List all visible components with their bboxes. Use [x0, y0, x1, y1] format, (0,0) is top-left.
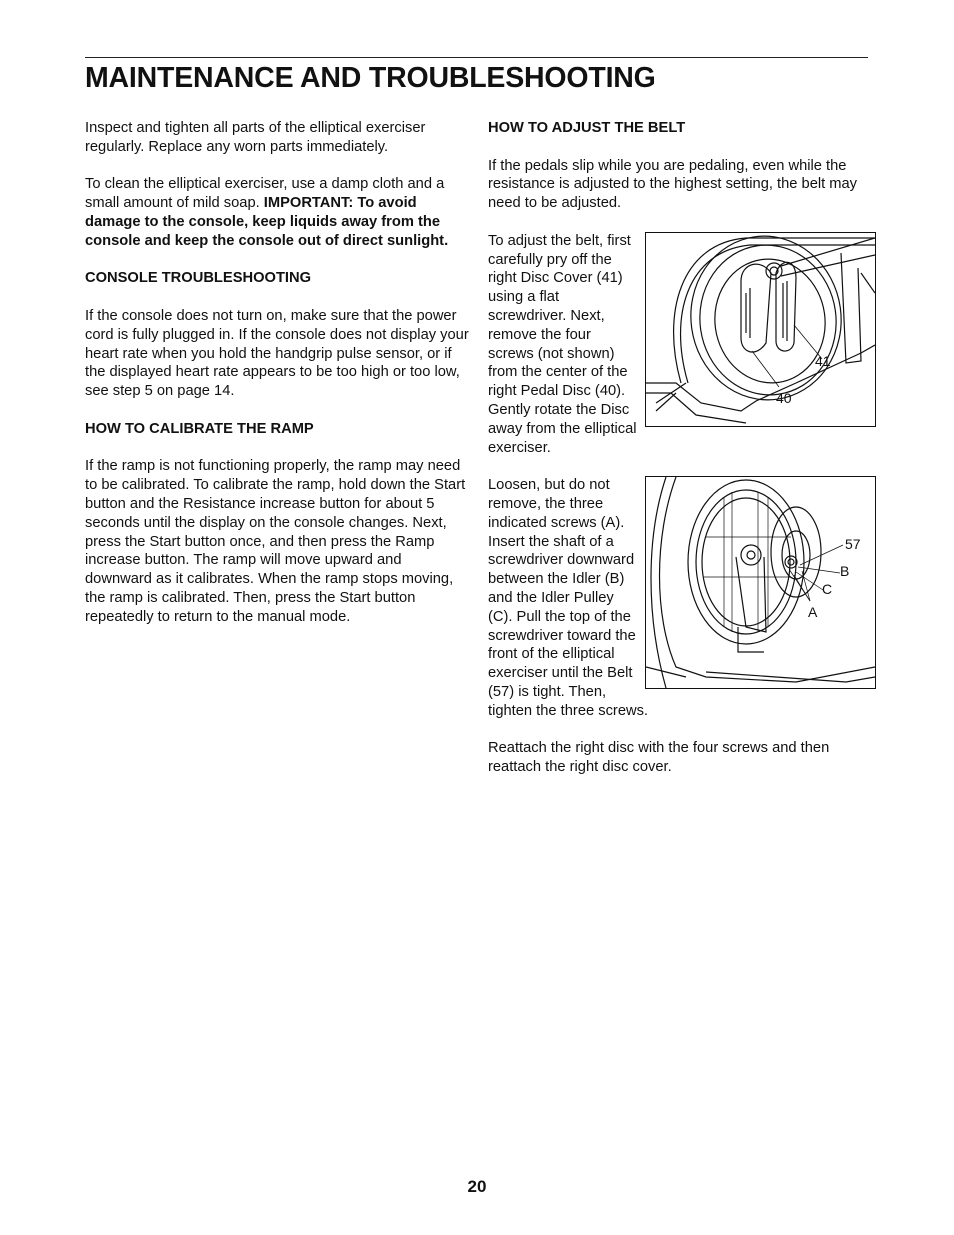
step2-paragraph: Loosen, but do not remove, the three indicated screws (A). Insert the shaft of a screwdriver downward between the Idler (B) and the Idler Pulley (C). Pull the top of the screwdriver toward the front of the elliptical exerciser until the Belt (57) is tight. Then, tighten the three screws.: [488, 477, 649, 719]
callout-C: C: [822, 581, 833, 598]
step3-paragraph: Reattach the right disc with the four screws and then reattach the right disc cover.: [488, 740, 830, 776]
cleaning-text: To clean the elliptical exerciser, use a damp cloth and a small amount of mild soap.: [85, 176, 445, 212]
important-warning: IMPORTANT: To avoid damage to the console, keep liquids away from the console and keep the console out of direct sunlight.: [85, 195, 449, 249]
cleaning-paragraph: [85, 175, 470, 250]
inspect-paragraph: Inspect and tighten all parts of the elliptical exerciser regularly. Replace any worn parts immediately.: [85, 120, 426, 155]
belt-idler-illustration: [645, 476, 876, 689]
callout-41: 41: [815, 352, 831, 369]
callout-A: A: [808, 604, 818, 621]
step1-paragraph: To adjust the belt, first carefully pry off the right Disc Cover (41) using a flat screwdriver. Next, remove the four screws (not shown) from the center of the right Pedal Disc (40). Gently rotate the Disc away from the elliptical exerciser.: [488, 232, 637, 456]
header-rule: [85, 57, 868, 58]
belt-intro-paragraph: If the pedals slip while you are pedaling, even while the resistance is adjusted to the highest setting, the belt may need to be adjusted.: [488, 157, 858, 212]
callout-40: 40: [776, 389, 792, 406]
disc-cover-illustration: [645, 232, 876, 427]
console-troubleshooting-text: If the console does not turn on, make sure that the power cord is fully plugged in. If the console does not display your heart rate when you hold the handgrip pulse sensor, or if the displayed heart rate appears to be too high or too low, see step 5 on page 14.: [85, 307, 469, 400]
page-number: 20: [467, 1177, 487, 1196]
left-column: [85, 119, 470, 645]
belt-idler-drawing: [646, 477, 875, 688]
page-title: MAINTENANCE AND TROUBLESHOOTING: [85, 62, 656, 94]
console-troubleshooting-heading: CONSOLE TROUBLESHOOTING: [85, 270, 312, 287]
adjust-belt-heading: HOW TO ADJUST THE BELT: [488, 120, 686, 136]
calibrate-ramp-heading: HOW TO CALIBRATE THE RAMP: [85, 420, 314, 437]
calibrate-ramp-text: If the ramp is not functioning properly, the ramp may need to be calibrated. To calibrate the ramp, hold down the Start button and the Resistance increase button for about 5 seconds until the display on the console changes. Next, press the Start button once, and then press the Ramp increase button. The ramp will move upward and downward as it calibrates. When the ramp stops moving, the ramp is calibrated. Then, press the Start button repeatedly to return to the manual mode.: [85, 458, 466, 625]
callout-57: 57: [845, 536, 861, 553]
disc-cover-drawing: [646, 233, 875, 426]
right-column: [488, 119, 873, 796]
callout-B: B: [840, 563, 850, 580]
